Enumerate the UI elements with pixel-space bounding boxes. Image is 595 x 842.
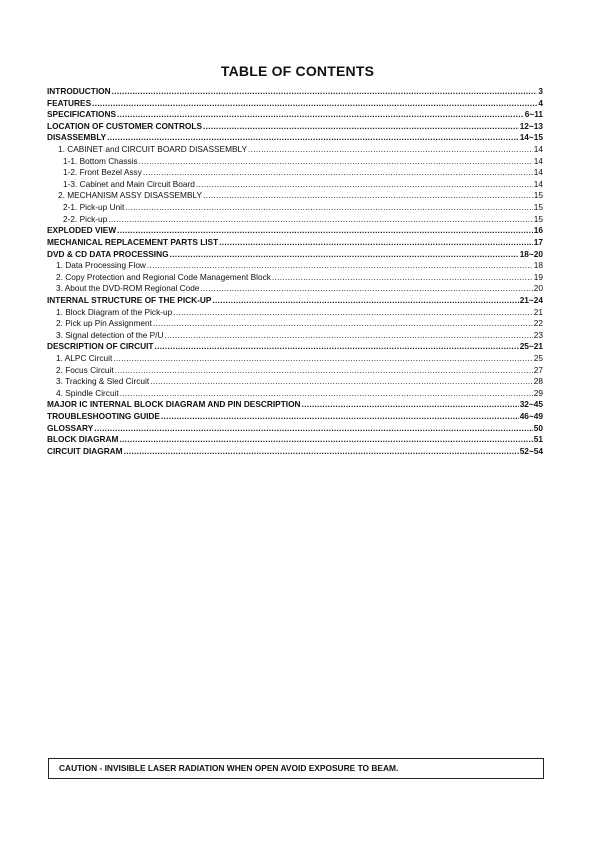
toc-entry [47, 388, 543, 400]
toc-entry [47, 179, 543, 191]
toc-entry [47, 446, 543, 458]
toc-entry [47, 237, 543, 249]
toc-dot-leader [115, 365, 533, 377]
toc-entry-title: 4. Spindle Circuit [56, 387, 119, 398]
toc-dot-leader [119, 434, 532, 446]
toc-entry-title: TROUBLESHOOTING GUIDE [47, 411, 160, 422]
toc-entry-title: GLOSSARY [47, 422, 94, 433]
toc-entry-title: 1-3. Cabinet and Main Circuit Board [63, 178, 195, 189]
toc-entry-page: 32~45 [519, 399, 543, 410]
toc-entry-title: LOCATION OF CUSTOMER CONTROLS [47, 120, 203, 131]
toc-dot-leader [212, 295, 518, 307]
toc-dot-leader [117, 225, 533, 237]
toc-entry-page: 20 [533, 283, 543, 294]
toc-entry [47, 295, 543, 307]
toc-entry-title: 1. ALPC Circuit [56, 353, 113, 364]
toc-dot-leader [203, 190, 533, 202]
toc-entry-page: 21 [533, 306, 543, 317]
toc-entry-title: 2-2. Pick-up [63, 213, 108, 224]
toc-entry [47, 376, 543, 388]
toc-entry [47, 272, 543, 284]
toc-entry [47, 365, 543, 377]
table-of-contents [47, 86, 543, 458]
toc-entry-page: 46~49 [519, 411, 543, 422]
toc-entry-page: 12~13 [519, 120, 543, 131]
toc-dot-leader [196, 179, 533, 191]
toc-entry [47, 283, 543, 295]
toc-entry [47, 423, 543, 435]
toc-entry-page: 17 [533, 236, 543, 247]
toc-entry [47, 411, 543, 423]
toc-entry [47, 307, 543, 319]
toc-entry-page: 18~20 [519, 248, 543, 259]
toc-entry-title: DVD & CD DATA PROCESSING [47, 248, 169, 259]
toc-dot-leader [124, 446, 519, 458]
toc-entry-title: CIRCUIT DIAGRAM [47, 445, 123, 456]
page-title: TABLE OF CONTENTS [220, 63, 375, 79]
toc-entry [47, 260, 543, 272]
toc-entry-page: 14 [533, 178, 543, 189]
toc-entry-page: 22 [533, 318, 543, 329]
toc-entry-page: 25 [533, 353, 543, 364]
toc-entry-title: BLOCK DIAGRAM [47, 434, 119, 445]
toc-dot-leader [117, 109, 524, 121]
toc-entry-page: 6~11 [524, 109, 543, 120]
toc-dot-leader [164, 330, 532, 342]
toc-entry-title: 1-1. Bottom Chassis [63, 155, 138, 166]
toc-entry [47, 434, 543, 446]
toc-entry-title: 1. CABINET and CIRCUIT BOARD DISASSEMBLY [58, 144, 248, 155]
toc-entry-page: 23 [533, 329, 543, 340]
toc-entry-title: INTRODUCTION [47, 86, 111, 96]
toc-entry-page: 15 [533, 190, 543, 201]
toc-entry-page: 51 [533, 434, 543, 445]
toc-dot-leader [147, 260, 533, 272]
toc-entry-page: 21~24 [519, 294, 543, 305]
toc-entry-title: 3. Tracking & Sled Circuit [56, 376, 150, 387]
toc-entry-page: 28 [533, 376, 543, 387]
toc-entry [47, 202, 543, 214]
toc-entry-title: SPECIFICATIONS [47, 109, 116, 120]
toc-entry-page: 15 [533, 202, 543, 213]
toc-entry [47, 399, 543, 411]
toc-entry-title: DESCRIPTION OF CIRCUIT [47, 341, 154, 352]
toc-entry [47, 318, 543, 330]
toc-entry-page: 14~15 [519, 132, 543, 143]
toc-dot-leader [248, 144, 533, 156]
toc-entry-title: FEATURES [47, 97, 92, 108]
toc-dot-leader [150, 376, 533, 388]
toc-dot-leader [272, 272, 533, 284]
toc-entry-page: 52~54 [519, 445, 543, 456]
toc-dot-leader [302, 399, 519, 411]
toc-entry [47, 353, 543, 365]
toc-entry-title: 2-1. Pick-up Unit [63, 202, 125, 213]
toc-entry-page: 29 [533, 387, 543, 398]
toc-entry-page: 50 [533, 422, 543, 433]
toc-entry-title: 1. Data Processing Flow [56, 260, 146, 271]
toc-entry-title: 2. Pick up Pin Assignment [56, 318, 152, 329]
toc-entry [47, 98, 543, 110]
toc-dot-leader [170, 249, 519, 261]
toc-dot-leader [154, 341, 518, 353]
toc-dot-leader [200, 283, 532, 295]
toc-entry [47, 156, 543, 168]
toc-entry-page: 27 [533, 364, 543, 375]
toc-entry-title: 2. MECHANISM ASSY DISASSEMBLY [58, 190, 203, 201]
toc-dot-leader [107, 132, 519, 144]
toc-entry-title: MECHANICAL REPLACEMENT PARTS LIST [47, 236, 219, 247]
toc-entry [47, 86, 543, 98]
toc-entry-page: 25~21 [519, 341, 543, 352]
toc-dot-leader [139, 156, 533, 168]
toc-entry [47, 109, 543, 121]
toc-entry [47, 214, 543, 226]
toc-dot-leader [143, 167, 533, 179]
toc-entry [47, 190, 543, 202]
toc-entry-page: 3 [538, 86, 543, 96]
caution-notice: CAUTION - INVISIBLE LASER RADIATION WHEN OPEN AVOID EXPOSURE TO BEAM. [48, 758, 544, 779]
toc-entry-page: 19 [533, 271, 543, 282]
toc-entry-title: 1. Block Diagram of the Pick-up [56, 306, 173, 317]
toc-entry [47, 330, 543, 342]
toc-entry-page: 4 [538, 97, 543, 108]
toc-entry-title: 1-2. Front Bezel Assy [63, 167, 142, 178]
toc-entry-title: MAJOR IC INTERNAL BLOCK DIAGRAM AND PIN DESCRIPTION [47, 399, 301, 410]
toc-entry [47, 225, 543, 237]
toc-dot-leader [108, 214, 532, 226]
toc-entry-title: EXPLODED VIEW [47, 225, 117, 236]
toc-dot-leader [112, 86, 538, 98]
toc-entry [47, 167, 543, 179]
toc-dot-leader [125, 202, 532, 214]
toc-dot-leader [173, 307, 533, 319]
toc-dot-leader [161, 411, 519, 423]
toc-entry-title: 3. About the DVD-ROM Regional Code [56, 283, 200, 294]
toc-entry-page: 14 [533, 167, 543, 178]
toc-entry-title: 2. Copy Protection and Regional Code Management Block [56, 271, 271, 282]
toc-dot-leader [203, 121, 519, 133]
toc-entry [47, 132, 543, 144]
toc-entry [47, 341, 543, 353]
toc-entry-page: 18 [533, 260, 543, 271]
toc-entry-title: 3. Signal detection of the P/U [56, 329, 164, 340]
toc-dot-leader [113, 353, 533, 365]
toc-dot-leader [120, 388, 533, 400]
toc-dot-leader [219, 237, 533, 249]
toc-entry-page: 16 [533, 225, 543, 236]
toc-entry [47, 249, 543, 261]
toc-entry [47, 121, 543, 133]
toc-entry-title: 2. Focus Circuit [56, 364, 114, 375]
toc-entry-title: DISASSEMBLY [47, 132, 107, 143]
toc-entry-title: INTERNAL STRUCTURE OF THE PICK-UP [47, 294, 212, 305]
toc-entry [47, 144, 543, 156]
toc-dot-leader [94, 423, 533, 435]
toc-dot-leader [153, 318, 533, 330]
toc-entry-page: 14 [533, 144, 543, 155]
toc-dot-leader [92, 98, 537, 110]
toc-entry-page: 15 [533, 213, 543, 224]
toc-entry-page: 14 [533, 155, 543, 166]
